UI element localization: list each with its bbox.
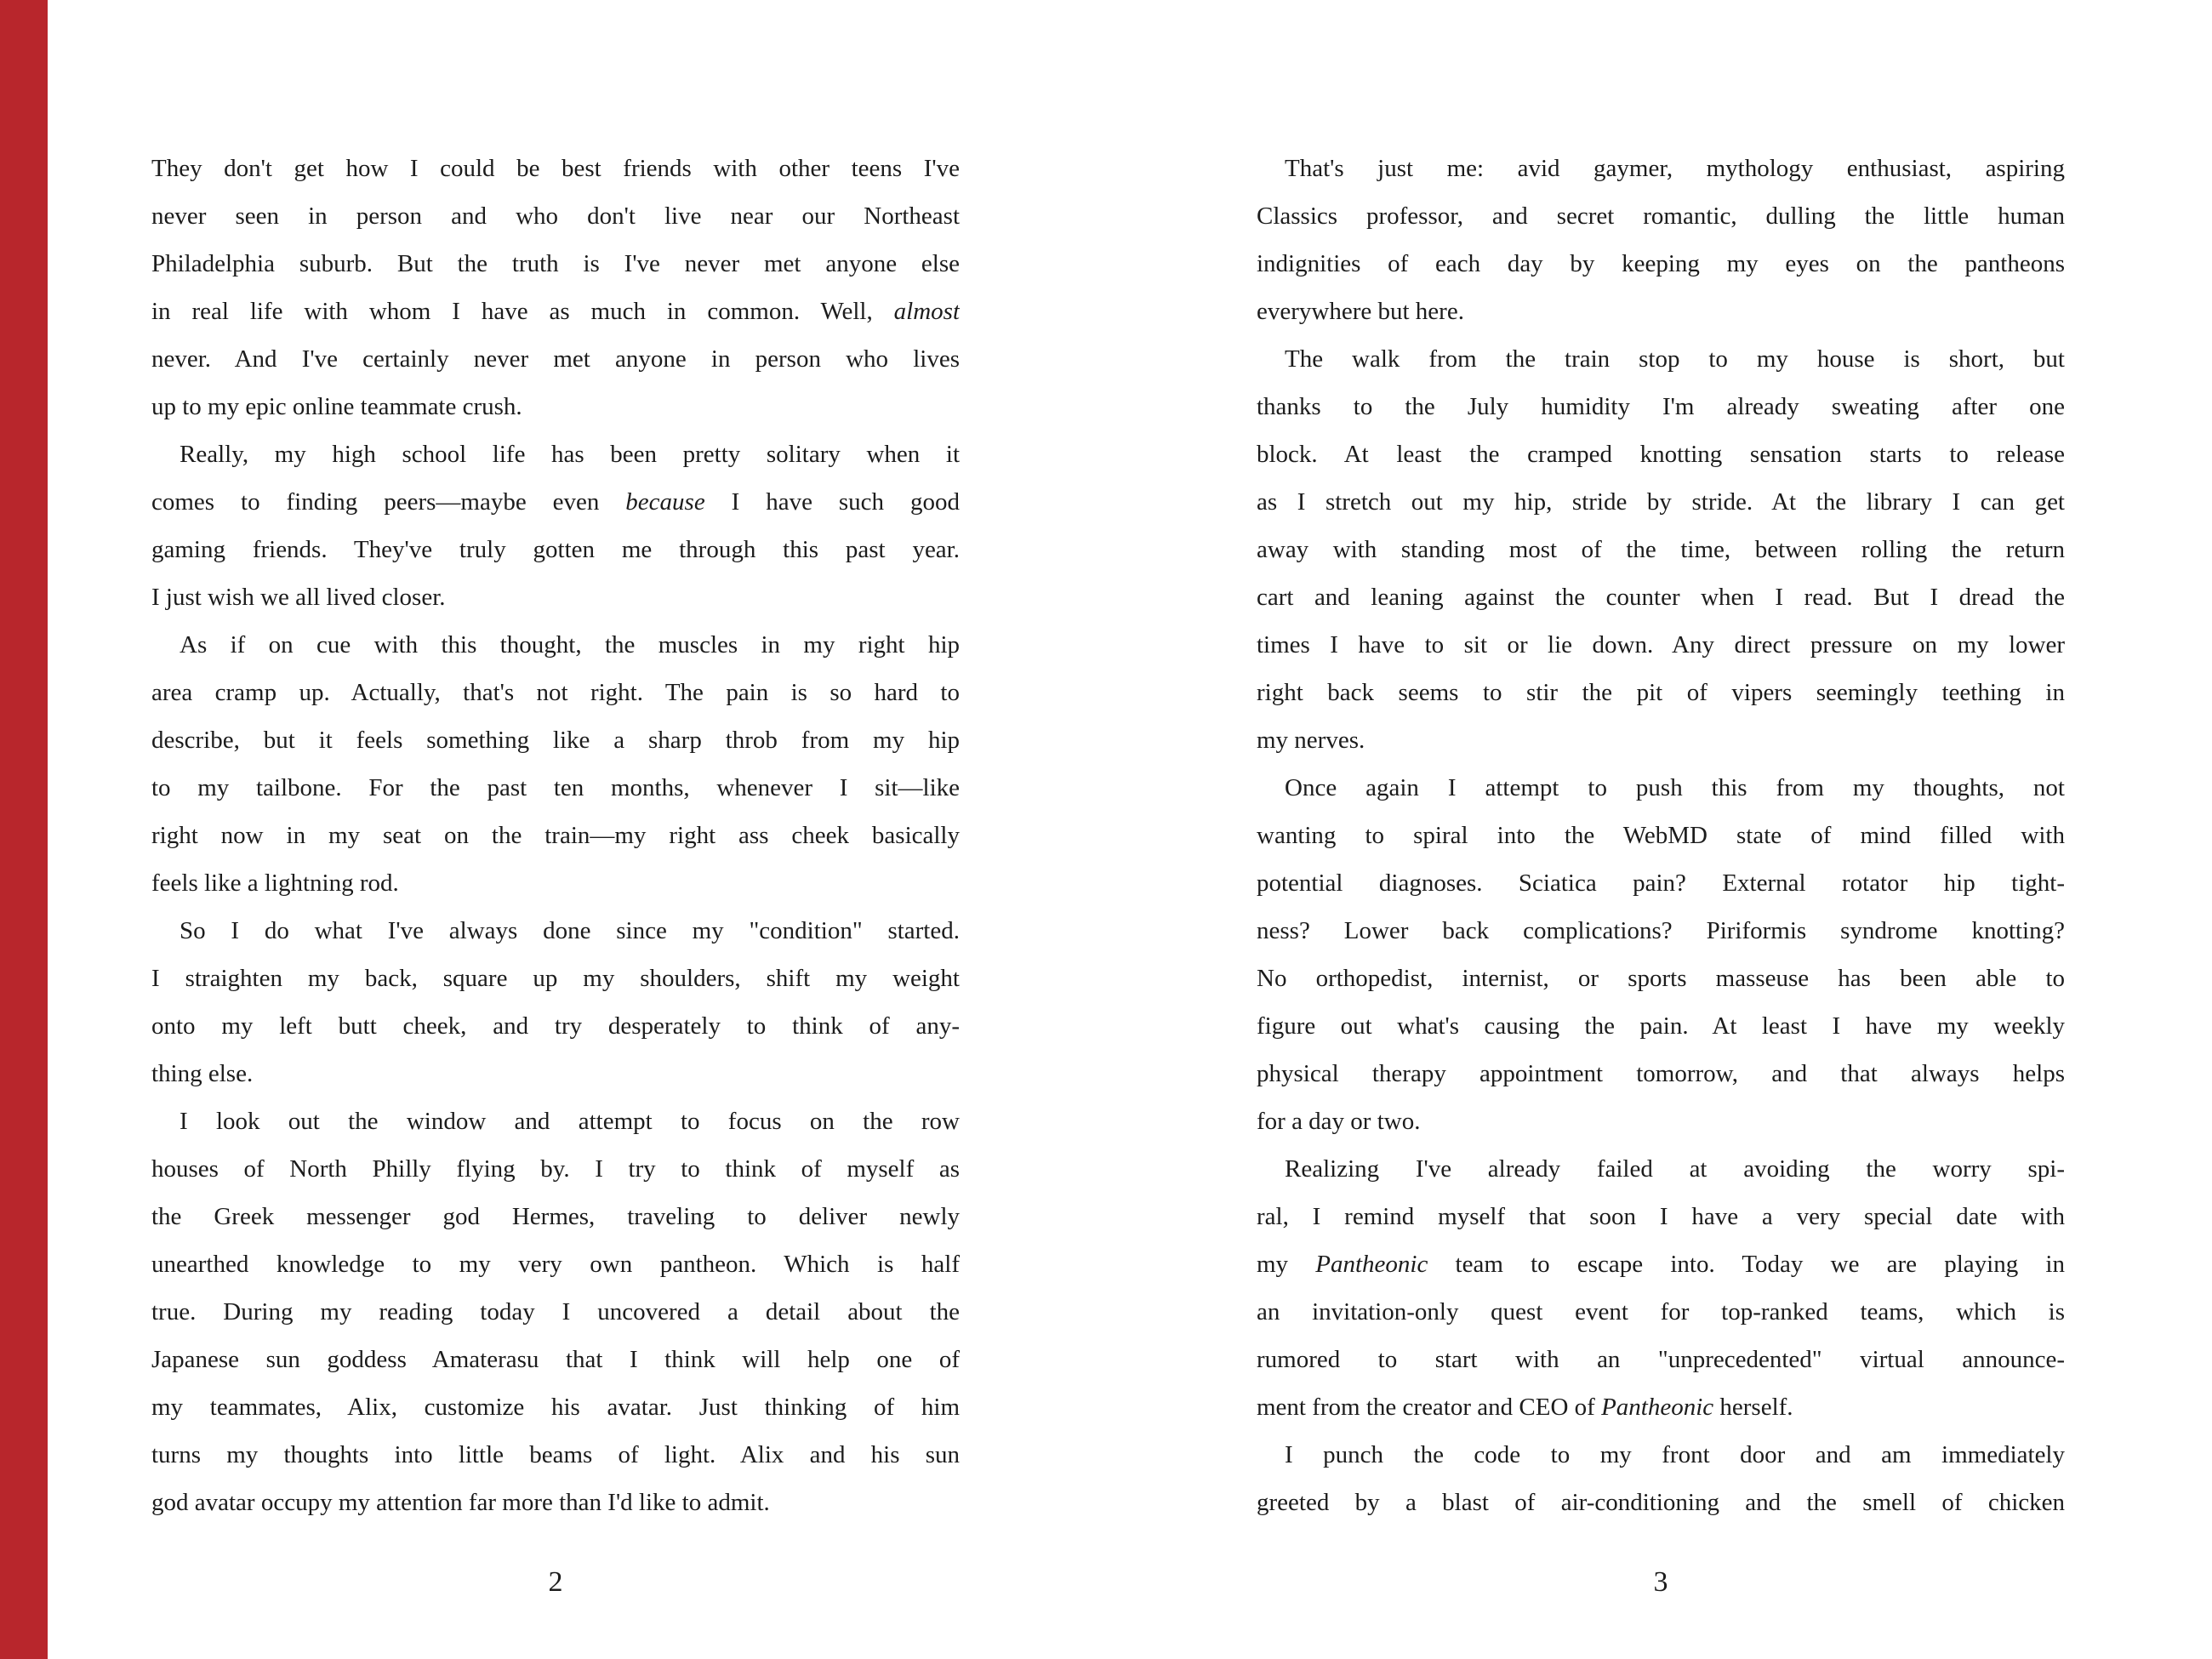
text-line bbox=[1257, 1193, 2065, 1240]
italic-text: because bbox=[625, 488, 705, 516]
body-text: They don't get how I could be best friends with other teens I've bbox=[151, 155, 960, 182]
text-line bbox=[151, 955, 960, 1002]
text-line bbox=[151, 1383, 960, 1431]
text-line bbox=[1257, 1288, 2065, 1336]
text-line bbox=[1257, 573, 2065, 621]
body-text: thanks to the July humidity I'm already sweating after one bbox=[1257, 393, 2065, 420]
body-text: cart and leaning against the counter when I read. But I dread the bbox=[1257, 584, 2065, 611]
text-line bbox=[1257, 1431, 2065, 1479]
body-text: figure out what's causing the pain. At least I have my weekly bbox=[1257, 1012, 2065, 1040]
body-text: greeted by a blast of air-conditioning and the smell of chicken bbox=[1257, 1489, 2065, 1516]
body-text: Really, my high school life has been pretty solitary when it bbox=[180, 441, 960, 468]
body-text: to my tailbone. For the past ten months, whenever I sit—like bbox=[151, 774, 960, 801]
body-text: ness? Lower back complications? Piriformis syndrome knotting? bbox=[1257, 917, 2065, 944]
body-text: comes to finding peers—maybe even bbox=[151, 488, 626, 516]
body-text: times I have to sit or lie down. Any direct pressure on my lower bbox=[1257, 631, 2065, 658]
page-number-right: 3 bbox=[1653, 1566, 1668, 1598]
body-text: No orthopedist, internist, or sports masseuse has been able to bbox=[1257, 965, 2065, 992]
body-text: rumored to start with an "unprecedented" virtual announce- bbox=[1257, 1346, 2065, 1373]
text-line bbox=[1257, 812, 2065, 859]
text-line bbox=[1257, 621, 2065, 669]
italic-text: Pantheonic bbox=[1315, 1251, 1428, 1278]
body-text: thing else. bbox=[151, 1060, 254, 1087]
text-line bbox=[151, 1145, 960, 1193]
body-text: Philadelphia suburb. But the truth is I've never met anyone else bbox=[151, 250, 960, 277]
text-line bbox=[151, 573, 960, 621]
body-text: Japanese sun goddess Amaterasu that I think will help one of bbox=[151, 1346, 960, 1373]
text-line bbox=[1257, 478, 2065, 526]
body-text: my teammates, Alix, customize his avatar. Just thinking of him bbox=[151, 1394, 960, 1421]
text-line bbox=[151, 1097, 960, 1145]
text-line bbox=[151, 716, 960, 764]
body-text: So I do what I've always done since my "condition" started. bbox=[180, 917, 960, 944]
body-text: I straighten my back, square up my shoulders, shift my weight bbox=[151, 965, 960, 992]
text-line bbox=[1257, 1479, 2065, 1526]
page-right bbox=[1257, 145, 2065, 1526]
body-text: indignities of each day by keeping my eyes on the pantheons bbox=[1257, 250, 2065, 277]
text-line bbox=[151, 1193, 960, 1240]
body-text: never. And I've certainly never met anyone in person who lives bbox=[151, 345, 960, 373]
text-line bbox=[151, 240, 960, 288]
text-line bbox=[1257, 1002, 2065, 1050]
body-text: area cramp up. Actually, that's not right. The pain is so hard to bbox=[151, 679, 960, 706]
body-text: Classics professor, and secret romantic, dulling the little human bbox=[1257, 202, 2065, 230]
text-line bbox=[1257, 1097, 2065, 1145]
text-line bbox=[151, 383, 960, 430]
body-text: true. During my reading today I uncovered a detail about the bbox=[151, 1298, 960, 1325]
text-line bbox=[1257, 145, 2065, 192]
body-text: an invitation-only quest event for top-ranked teams, which is bbox=[1257, 1298, 2065, 1325]
body-text: gaming friends. They've truly gotten me through this past year. bbox=[151, 536, 960, 563]
text-line bbox=[1257, 288, 2065, 335]
text-line bbox=[151, 1479, 960, 1526]
body-text: my nerves. bbox=[1257, 727, 1365, 754]
body-text: block. At least the cramped knotting sensation starts to release bbox=[1257, 441, 2065, 468]
body-text: turns my thoughts into little beams of light. Alix and his sun bbox=[151, 1441, 960, 1468]
body-text: I have such good bbox=[704, 488, 960, 516]
body-text: right back seems to stir the pit of vipers seemingly teething in bbox=[1257, 679, 2065, 706]
text-line bbox=[1257, 859, 2065, 907]
body-text: potential diagnoses. Sciatica pain? External rotator hip tight- bbox=[1257, 869, 2065, 897]
text-line bbox=[1257, 716, 2065, 764]
text-line bbox=[151, 145, 960, 192]
body-text: ment from the creator and CEO of bbox=[1257, 1394, 1602, 1421]
text-line bbox=[1257, 240, 2065, 288]
body-text: I punch the code to my front door and am immediately bbox=[1285, 1441, 2065, 1468]
text-line bbox=[1257, 526, 2065, 573]
text-line bbox=[151, 621, 960, 669]
body-text: onto my left butt cheek, and try desperately to think of any- bbox=[151, 1012, 960, 1040]
text-line bbox=[151, 1240, 960, 1288]
text-line bbox=[1257, 1383, 2065, 1431]
text-line bbox=[151, 812, 960, 859]
body-text: the Greek messenger god Hermes, traveling to deliver newly bbox=[151, 1203, 960, 1230]
text-line bbox=[151, 1288, 960, 1336]
body-text: Realizing I've already failed at avoiding the worry spi- bbox=[1285, 1155, 2065, 1183]
text-line bbox=[1257, 669, 2065, 716]
page-left-text bbox=[151, 145, 960, 1526]
body-text: as I stretch out my hip, stride by stride. At the library I can get bbox=[1257, 488, 2065, 516]
text-line bbox=[1257, 1336, 2065, 1383]
page-number-left: 2 bbox=[548, 1566, 563, 1598]
text-line bbox=[1257, 1145, 2065, 1193]
text-line bbox=[151, 478, 960, 526]
body-text: Once again I attempt to push this from my thoughts, not bbox=[1285, 774, 2065, 801]
body-text: away with standing most of the time, between rolling the return bbox=[1257, 536, 2065, 563]
body-text: ral, I remind myself that soon I have a very special date with bbox=[1257, 1203, 2065, 1230]
text-line bbox=[151, 1336, 960, 1383]
body-text: wanting to spiral into the WebMD state of mind filled with bbox=[1257, 822, 2065, 849]
body-text: physical therapy appointment tomorrow, and that always helps bbox=[1257, 1060, 2065, 1087]
body-text: god avatar occupy my attention far more than I'd like to admit. bbox=[151, 1489, 770, 1516]
text-line bbox=[151, 1002, 960, 1050]
text-line bbox=[1257, 955, 2065, 1002]
text-line bbox=[1257, 907, 2065, 955]
body-text: herself. bbox=[1713, 1394, 1793, 1421]
page-left bbox=[151, 145, 960, 1526]
text-line bbox=[151, 430, 960, 478]
body-text: never seen in person and who don't live near our Northeast bbox=[151, 202, 960, 230]
text-line bbox=[151, 335, 960, 383]
body-text: feels like a lightning rod. bbox=[151, 869, 399, 897]
text-line bbox=[1257, 192, 2065, 240]
body-text: up to my epic online teammate crush. bbox=[151, 393, 522, 420]
text-line bbox=[151, 288, 960, 335]
text-line bbox=[151, 669, 960, 716]
page-right-text bbox=[1257, 145, 2065, 1526]
body-text: As if on cue with this thought, the muscles in my right hip bbox=[180, 631, 960, 658]
text-line bbox=[151, 192, 960, 240]
body-text: unearthed knowledge to my very own pantheon. Which is half bbox=[151, 1251, 960, 1278]
body-text: That's just me: avid gaymer, mythology enthusiast, aspiring bbox=[1285, 155, 2065, 182]
text-line bbox=[1257, 1240, 2065, 1288]
text-line bbox=[151, 1050, 960, 1097]
body-text: everywhere but here. bbox=[1257, 298, 1464, 325]
body-text: my bbox=[1257, 1251, 1316, 1278]
text-line bbox=[1257, 383, 2065, 430]
text-line bbox=[1257, 335, 2065, 383]
body-text: describe, but it feels something like a sharp throb from my hip bbox=[151, 727, 960, 754]
text-line bbox=[151, 907, 960, 955]
text-line bbox=[151, 526, 960, 573]
text-line bbox=[1257, 1050, 2065, 1097]
italic-text: Pantheonic bbox=[1601, 1394, 1714, 1421]
text-line bbox=[151, 764, 960, 812]
body-text: for a day or two. bbox=[1257, 1108, 1421, 1135]
body-text: I look out the window and attempt to focus on the row bbox=[180, 1108, 960, 1135]
text-line bbox=[1257, 430, 2065, 478]
body-text: team to escape into. Today we are playing in bbox=[1428, 1251, 2065, 1278]
text-line bbox=[151, 1431, 960, 1479]
italic-text: almost bbox=[893, 298, 960, 325]
body-text: The walk from the train stop to my house is short, but bbox=[1285, 345, 2065, 373]
text-line bbox=[1257, 764, 2065, 812]
body-text: houses of North Philly flying by. I try to think of myself as bbox=[151, 1155, 960, 1183]
book-cover-edge bbox=[0, 0, 48, 1659]
body-text: I just wish we all lived closer. bbox=[151, 584, 446, 611]
text-line bbox=[151, 859, 960, 907]
body-text: right now in my seat on the train—my right ass cheek basically bbox=[151, 822, 960, 849]
body-text: in real life with whom I have as much in common. Well, bbox=[151, 298, 894, 325]
